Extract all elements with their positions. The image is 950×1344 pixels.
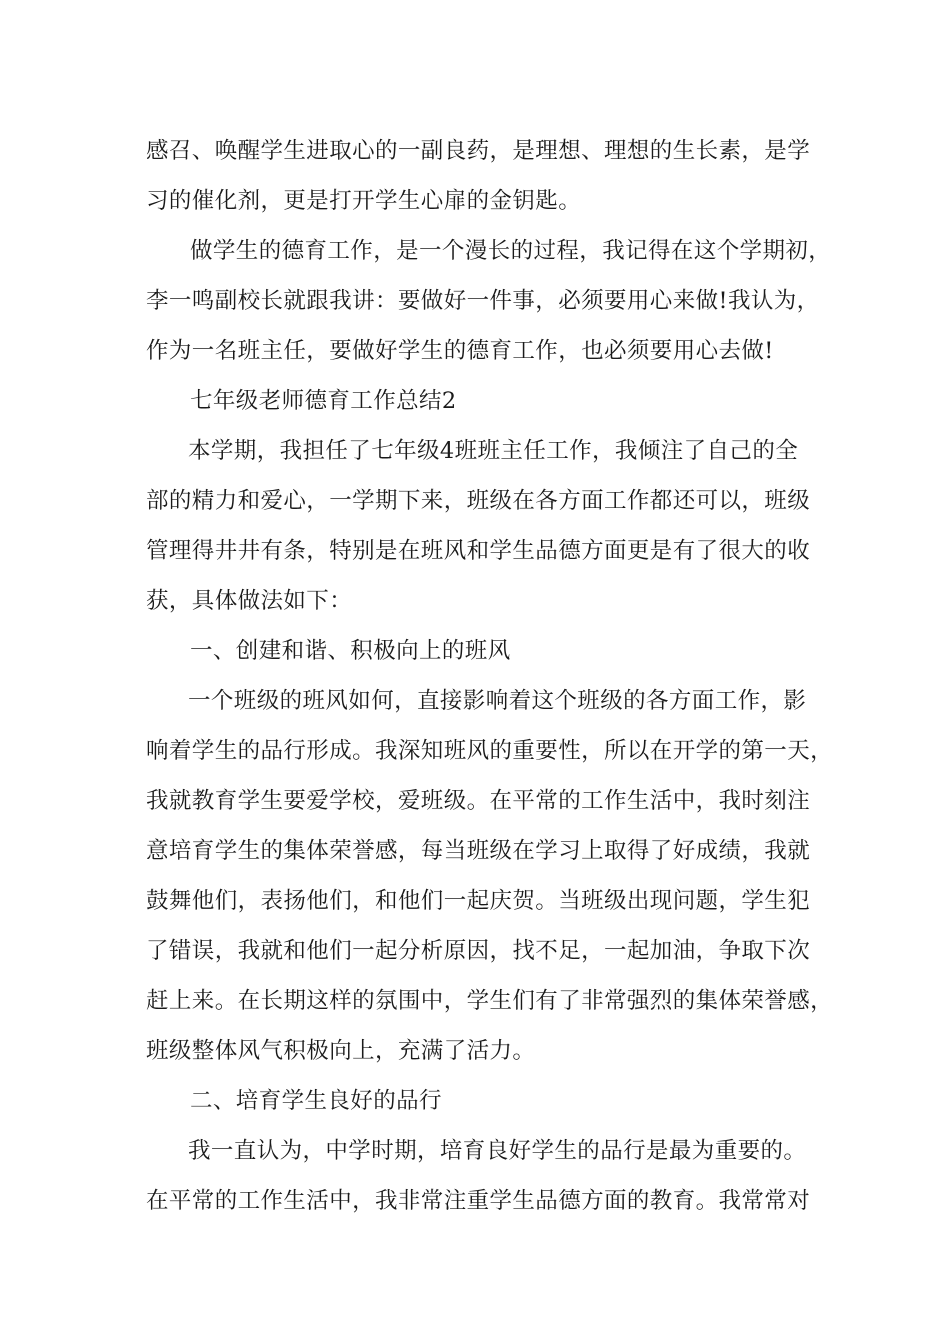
text-line: 本学期，我担任了七年级4班班主任工作，我倾注了自己的全 xyxy=(188,438,799,464)
text-line: 部的精力和爱心，一学期下来，班级在各方面工作都还可以，班级 xyxy=(146,488,811,514)
text-line: 作为一名班主任，要做好学生的德育工作，也必须要用心去做! xyxy=(146,338,774,364)
text-line: 意培育学生的集体荣誉感，每当班级在学习上取得了好成绩，我就 xyxy=(146,838,811,864)
text-line: 获，具体做法如下： xyxy=(146,588,353,614)
text-line: 感召、唤醒学生进取心的一副良药，是理想、理想的生长素，是学 xyxy=(146,138,811,164)
text-line: 习的催化剂，更是打开学生心扉的金钥匙。 xyxy=(146,188,582,214)
text-line: 一个班级的班风如何，直接影响着这个班级的各方面工作，影 xyxy=(188,688,807,714)
text-line: 鼓舞他们，表扬他们，和他们一起庆贺。当班级出现问题，学生犯 xyxy=(146,888,811,914)
text-line: 管理得井井有条，特别是在班风和学生品德方面更是有了很大的收 xyxy=(146,538,811,564)
text-line: 班级整体风气积极向上，充满了活力。 xyxy=(146,1038,536,1064)
text-line: 做学生的德育工作，是一个漫长的过程，我记得在这个学期初， xyxy=(190,238,832,264)
subsection-heading: 一、创建和谐、积极向上的班风 xyxy=(190,638,511,664)
text-line: 了错误，我就和他们一起分析原因，找不足，一起加油，争取下次 xyxy=(146,938,811,964)
text-line: 李一鸣副校长就跟我讲：要做好一件事，必须要用心来做!我认为， xyxy=(146,288,820,314)
text-line: 我一直认为，中学时期，培育良好学生的品行是最为重要的。 xyxy=(188,1138,807,1164)
text-line: 赶上来。在长期这样的氛围中，学生们有了非常强烈的集体荣誉感， xyxy=(146,988,834,1014)
text-line: 在平常的工作生活中，我非常注重学生品德方面的教育。我常常对 xyxy=(146,1188,811,1214)
text-line: 我就教育学生要爱学校，爱班级。在平常的工作生活中，我时刻注 xyxy=(146,788,811,814)
subsection-heading: 二、培育学生良好的品行 xyxy=(190,1088,442,1114)
text-line: 响着学生的品行形成。我深知班风的重要性，所以在开学的第一天， xyxy=(146,738,834,764)
section-heading: 七年级老师德育工作总结2 xyxy=(190,388,457,414)
